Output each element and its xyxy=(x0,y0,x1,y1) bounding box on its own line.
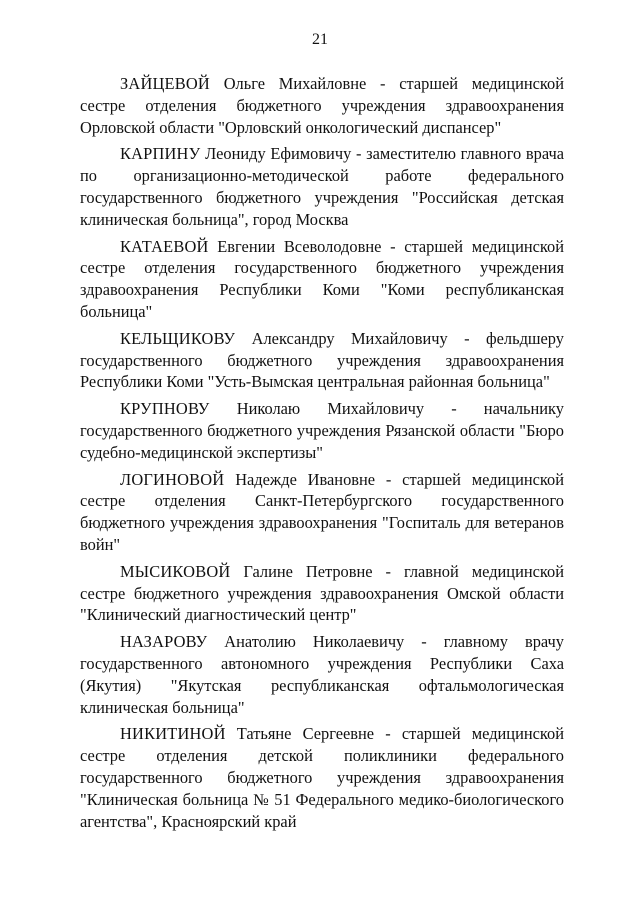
entry-surname: НАЗАРОВУ xyxy=(120,632,208,652)
entry-surname: НИКИТИНОЙ xyxy=(120,724,226,744)
document-body xyxy=(80,73,564,837)
entry-surname: ЛОГИНОВОЙ xyxy=(120,469,225,489)
award-entry xyxy=(80,236,564,323)
entry-details: Евгении Всеволодовне - старшей медицинской сестре отделения государственного бюджетного учреждения здравоохранения Республики Коми "Коми республиканская больница" xyxy=(80,236,564,321)
award-entry xyxy=(80,561,564,626)
award-entry xyxy=(80,328,564,393)
entry-details: Леониду Ефимовичу - заместителю главного врача по организационно-методической работе федерального государственного бюджетного учреждения "Российская детская клиническая больница", город Москва xyxy=(80,144,564,229)
entry-details: Анатолию Николаевичу - главному врачу государственного автономного учреждения Республики Саха (Якутия) "Якутская республиканская офтальмологическая клиническая больница" xyxy=(80,632,564,717)
entry-details: Татьяне Сергеевне - старшей медицинской сестре отделения детской поликлиники федерального государственного бюджетного учреждения здравоохранения "Клиническая больница № 51 Федерального медико-биологического агентства", Красноярский край xyxy=(80,724,564,831)
entry-surname: ЗАЙЦЕВОЙ xyxy=(120,74,210,93)
award-entry xyxy=(80,398,564,463)
award-entry xyxy=(80,469,564,556)
award-entry xyxy=(80,143,564,230)
entry-details: Надежде Ивановне - старшей медицинской сестре отделения Санкт-Петербургского государственного бюджетного учреждения здравоохранения "Госпиталь для ветеранов войн" xyxy=(80,469,564,554)
entry-surname: КАРПИНУ xyxy=(120,144,201,164)
entry-details: Николаю Михайловичу - начальнику государственного бюджетного учреждения Рязанской области "Бюро судебно-медицинской экспертизы" xyxy=(80,399,564,462)
page-number: 21 xyxy=(312,31,328,48)
entry-surname: МЫСИКОВОЙ xyxy=(120,561,231,581)
award-entry xyxy=(80,723,564,832)
entry-surname: КАТАЕВОЙ xyxy=(120,236,209,256)
entry-details: Александру Михайловичу - фельдшеру государственного бюджетного учреждения здравоохранения Республики Коми "Усть-Вымская центральная районная больница" xyxy=(80,328,564,392)
entry-details: Ольге Михайловне - старшей медицинской сестре отделения бюджетного учреждения здравоохранения Орловской области "Орловский онкологический диспансер" xyxy=(80,74,564,137)
entry-details: Галине Петровне - главной медицинской сестре бюджетного учреждения здравоохранения Омской области "Клинический диагностический центр" xyxy=(80,561,564,625)
entry-surname: КРУПНОВУ xyxy=(120,399,210,419)
entry-surname: КЕЛЬЩИКОВУ xyxy=(120,328,236,348)
award-entry xyxy=(80,73,564,138)
award-entry xyxy=(80,631,564,718)
